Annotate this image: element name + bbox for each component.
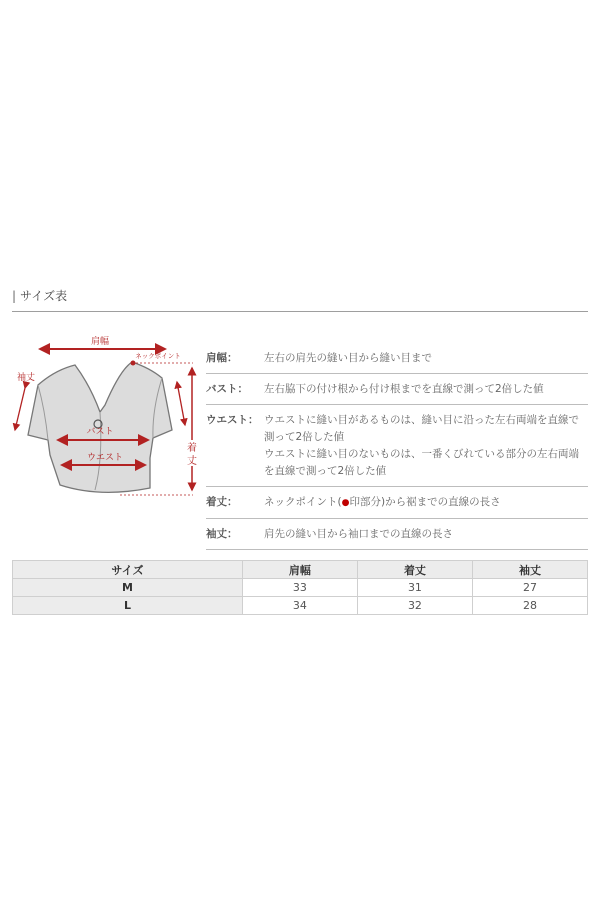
definition-text: 左右脇下の付け根から付け根までを直線で測って2倍した値 (264, 383, 544, 395)
definition-line: を直線で測って2倍した値 (264, 465, 387, 477)
table-row (13, 579, 588, 597)
neck-point-marker (131, 361, 136, 366)
cell-size: L (13, 597, 243, 615)
cell-length: 31 (357, 579, 472, 597)
definition-text (264, 494, 588, 512)
diagram-label-length-bottom: 丈 (187, 456, 197, 467)
size-table (12, 560, 588, 615)
diagram-label-waist: ウエスト (86, 453, 124, 463)
definition-line: 測って2倍した値 (264, 431, 345, 443)
definition-waist (206, 405, 588, 487)
definition-text: 肩先の縫い目から袖口までの直線の長さ (264, 528, 453, 540)
definition-label: ウエスト： (206, 414, 259, 426)
definition-length (206, 487, 588, 519)
definition-label: バスト： (206, 383, 248, 395)
definition-shoulder (206, 343, 588, 374)
definition-bust (206, 374, 588, 405)
cell-sleeve: 27 (472, 579, 587, 597)
header-shoulder: 肩幅 (242, 561, 357, 579)
cell-shoulder: 33 (242, 579, 357, 597)
measurement-definitions (206, 343, 588, 550)
definition-line: ウエストに縫い目のないものは、一番くびれている部分の左右両端 (264, 448, 579, 460)
diagram-label-shoulder: 肩幅 (90, 337, 110, 347)
definition-sleeve (206, 519, 588, 550)
cell-shoulder: 34 (242, 597, 357, 615)
table-header-row (13, 561, 588, 579)
definition-line: ウエストに縫い目があるものは、縫い目に沿った左右両端を直線で (264, 414, 579, 426)
definition-text (264, 412, 588, 480)
definition-label: 袖丈： (206, 528, 238, 540)
title-text: サイズ表 (20, 289, 68, 303)
definition-text-part: 印部分)から裾までの直線の長さ (349, 496, 501, 508)
header-size: サイズ (13, 561, 243, 579)
red-dot-icon: ● (341, 498, 350, 508)
diagram-label-sleeve: 袖丈 (16, 373, 36, 383)
diagram-label-length-top: 着 (187, 443, 197, 454)
cell-size: M (13, 579, 243, 597)
section-title (12, 287, 67, 304)
definition-text: 左右の肩先の縫い目から縫い目まで (264, 352, 432, 364)
diagram-label-neck-point: ネックポイント (135, 352, 181, 360)
definition-label: 肩幅： (206, 352, 238, 364)
diagram-label-bust: バスト (86, 427, 114, 437)
definition-label: 着丈： (206, 496, 238, 508)
cell-length: 32 (357, 597, 472, 615)
garment-diagram (0, 330, 210, 510)
header-sleeve: 袖丈 (472, 561, 587, 579)
title-bar: | (12, 289, 17, 303)
definition-text-part: ネックポイント( (264, 496, 342, 508)
cell-sleeve: 28 (472, 597, 587, 615)
title-divider (12, 311, 588, 312)
header-length: 着丈 (357, 561, 472, 579)
table-row (13, 597, 588, 615)
